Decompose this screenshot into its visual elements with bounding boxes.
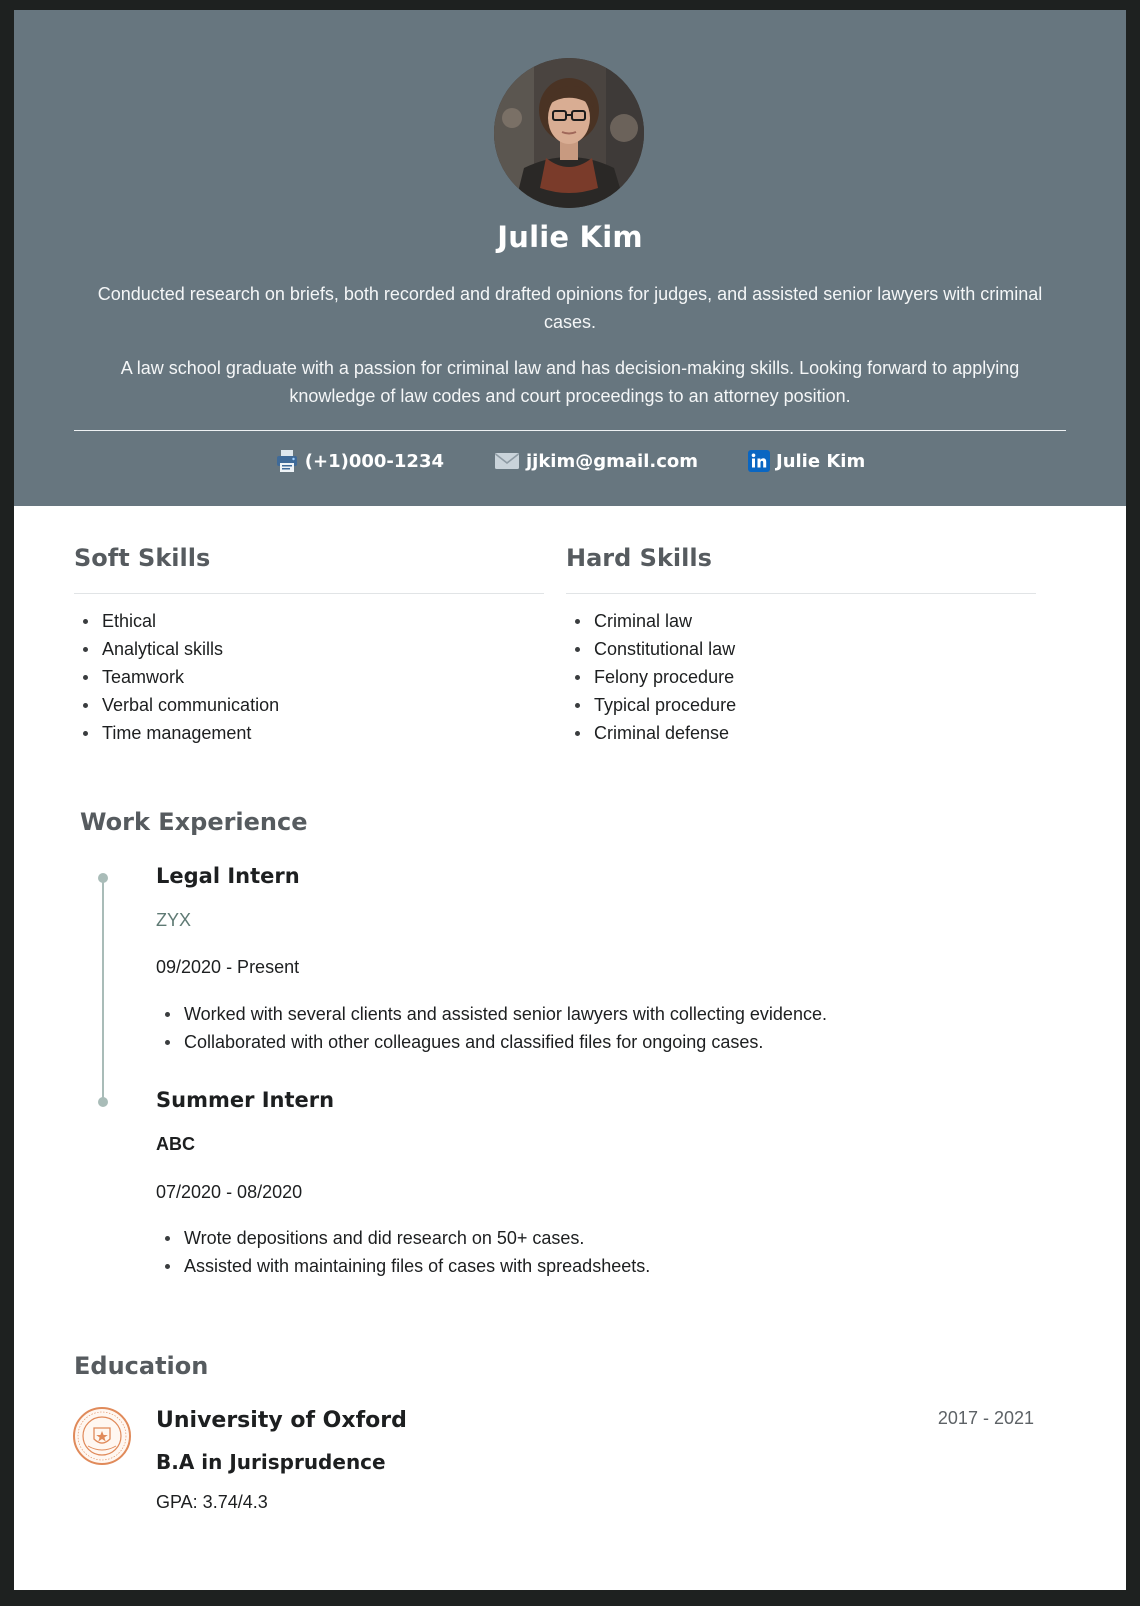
- contact-email[interactable]: [494, 446, 698, 476]
- timeline-line: [102, 878, 104, 1102]
- header-divider: [74, 430, 1066, 431]
- list-item: Analytical skills: [74, 635, 279, 663]
- soft-skills-list: [74, 607, 279, 747]
- contact-phone-text: (+1)000-1234: [304, 450, 444, 472]
- job-bullets: [156, 1224, 650, 1280]
- list-item: Criminal defense: [566, 719, 736, 747]
- contact-linkedin-text: Julie Kim: [776, 450, 866, 472]
- list-item: Wrote depositions and did research on 50+ cases.: [156, 1224, 650, 1252]
- university-seal-icon: [72, 1406, 132, 1466]
- profile-summary-1: Conducted research on briefs, both recorded and drafted opinions for judges, and assisted senior lawyers with criminal cases.: [97, 284, 1043, 332]
- list-item: Typical procedure: [566, 691, 736, 719]
- printer-phone-icon: [275, 449, 299, 473]
- list-item: Criminal law: [566, 607, 736, 635]
- job-dates: 09/2020 - Present: [156, 957, 300, 977]
- hard-skills-title: Hard Skills: [566, 544, 712, 572]
- list-item: Time management: [74, 719, 279, 747]
- hard-skills-divider: [566, 593, 1036, 594]
- contact-phone[interactable]: [275, 446, 444, 476]
- list-item: Ethical: [74, 607, 279, 635]
- education-school: University of Oxford: [156, 1408, 407, 1433]
- soft-skills-divider: [74, 593, 544, 594]
- contact-email-text: jjkim@gmail.com: [526, 450, 698, 472]
- list-item: Constitutional law: [566, 635, 736, 663]
- timeline-dot: [98, 1097, 108, 1107]
- linkedin-icon: [748, 450, 770, 472]
- education-degree: B.A in Jurisprudence: [156, 1450, 386, 1474]
- education-dates: 2017 - 2021: [937, 1408, 1034, 1428]
- work-experience-title: Work Experience: [80, 808, 308, 836]
- job-title: Summer Intern: [156, 1088, 335, 1112]
- profile-photo: [494, 58, 644, 208]
- job-dates: 07/2020 - 08/2020: [156, 1182, 303, 1202]
- timeline-dot: [98, 873, 108, 883]
- envelope-icon: [494, 451, 520, 471]
- list-item: Felony procedure: [566, 663, 736, 691]
- list-item: Assisted with maintaining files of cases with spreadsheets.: [156, 1252, 650, 1280]
- job-bullets: [156, 1000, 827, 1056]
- job-title: Legal Intern: [156, 864, 300, 888]
- resume-page: [14, 10, 1126, 1590]
- job-company: ABC: [156, 1134, 195, 1154]
- profile-name: Julie Kim: [497, 220, 643, 254]
- profile-summary-2: A law school graduate with a passion for criminal law and has decision-making skills. Looking forward to applying knowledge of law codes and court proceedings to an attorney position.: [120, 358, 1020, 406]
- education-gpa: GPA: 3.74/4.3: [156, 1492, 268, 1512]
- resume-header: [14, 10, 1126, 506]
- contact-bar: [14, 446, 1126, 476]
- job-company: ZYX: [156, 910, 192, 930]
- contact-linkedin[interactable]: [748, 446, 865, 476]
- soft-skills-title: Soft Skills: [74, 544, 211, 572]
- avatar: [494, 58, 644, 208]
- list-item: Verbal communication: [74, 691, 279, 719]
- hard-skills-list: [566, 607, 736, 747]
- list-item: Teamwork: [74, 663, 279, 691]
- list-item: Collaborated with other colleagues and classified files for ongoing cases.: [156, 1028, 827, 1056]
- education-title: Education: [74, 1352, 209, 1380]
- list-item: Worked with several clients and assisted senior lawyers with collecting evidence.: [156, 1000, 827, 1028]
